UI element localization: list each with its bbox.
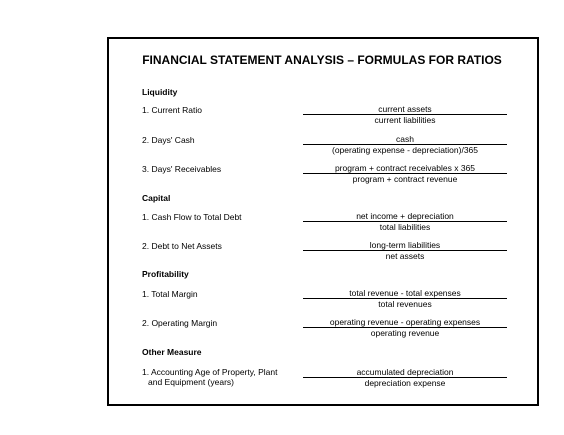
numerator: operating revenue - operating expenses xyxy=(303,317,507,328)
section-heading-profitability: Profitability xyxy=(142,269,189,279)
formula-days-receivables xyxy=(303,163,507,184)
numerator: net income + depreciation xyxy=(303,211,507,222)
item-label-cash-flow-to-total-debt: 1. Cash Flow to Total Debt xyxy=(142,212,242,222)
formula-operating-margin xyxy=(303,317,507,338)
formula-current-ratio xyxy=(303,104,507,125)
denominator: total revenues xyxy=(378,299,432,309)
item-label-accounting-age-line2: and Equipment (years) xyxy=(148,377,234,387)
item-label-operating-margin: 2. Operating Margin xyxy=(142,318,218,328)
denominator: (operating expense - depreciation)/365 xyxy=(331,145,478,155)
numerator: cash xyxy=(303,134,507,145)
item-label-days-receivables: 3. Days' Receivables xyxy=(142,164,222,174)
denominator: operating revenue xyxy=(370,328,440,338)
denominator: total liabilities xyxy=(379,222,431,232)
section-heading-capital: Capital xyxy=(142,193,171,203)
section-heading-liquidity: Liquidity xyxy=(142,87,178,97)
numerator: long-term liabilities xyxy=(303,240,507,251)
denominator: depreciation expense xyxy=(364,378,446,388)
item-label-accounting-age-line1: 1. Accounting Age of Property, Plant xyxy=(142,367,278,377)
formula-cash-flow-to-total-debt xyxy=(303,211,507,232)
numerator: accumulated depreciation xyxy=(303,367,507,378)
numerator: program + contract receivables x 365 xyxy=(303,163,507,174)
denominator: program + contract revenue xyxy=(352,174,458,184)
formula-days-cash xyxy=(303,134,507,155)
denominator: current liabilities xyxy=(374,115,436,125)
item-label-total-margin: 1. Total Margin xyxy=(142,289,198,299)
item-label-current-ratio: 1. Current Ratio xyxy=(142,105,202,115)
numerator: current assets xyxy=(303,104,507,115)
item-label-debt-to-net-assets: 2. Debt to Net Assets xyxy=(142,241,222,251)
formula-total-margin xyxy=(303,288,507,309)
document-title: FINANCIAL STATEMENT ANALYSIS – FORMULAS FOR RATIOS xyxy=(142,53,502,67)
numerator: total revenue - total expenses xyxy=(303,288,507,299)
formula-accounting-age xyxy=(303,367,507,388)
denominator: net assets xyxy=(385,251,425,261)
item-label-days-cash: 2. Days' Cash xyxy=(142,135,195,145)
formula-debt-to-net-assets xyxy=(303,240,507,261)
section-heading-other-measure: Other Measure xyxy=(142,347,202,357)
